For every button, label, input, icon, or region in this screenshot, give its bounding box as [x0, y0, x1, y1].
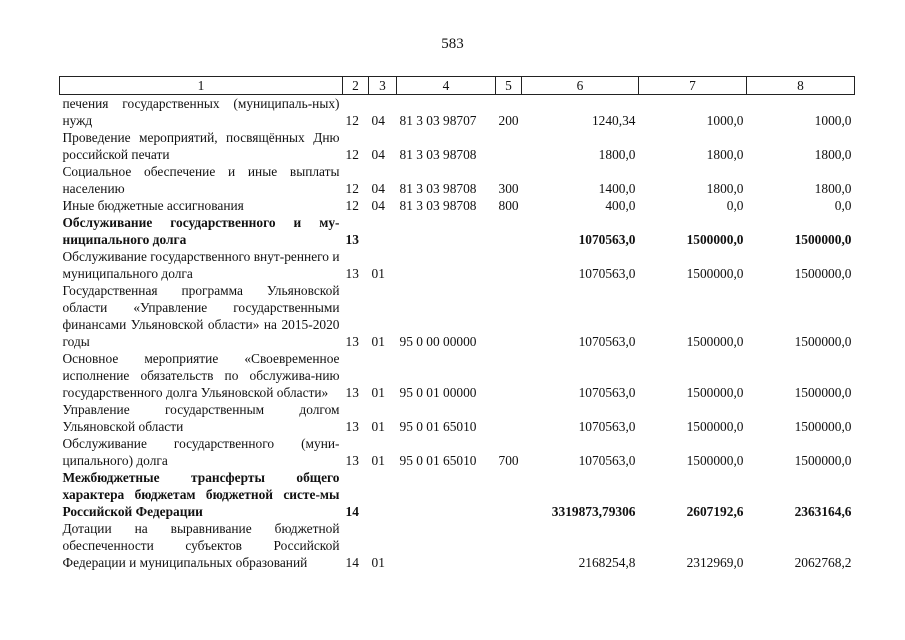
row-target-article: 95 0 01 65010	[399, 419, 477, 434]
row-expense-type: 200	[498, 113, 519, 128]
row-expense-type	[496, 520, 522, 571]
row-amount-3: 1500000,0	[794, 453, 852, 468]
row-amount-1: 1240,34	[591, 113, 636, 128]
row-expense-type	[496, 282, 522, 350]
row-name: Межбюджетные трансферты общего характера бюджетам бюджетной систе-мы Российской Федерации	[62, 470, 340, 519]
col-header-target-article: 4	[397, 77, 496, 95]
row-section: 12	[345, 147, 359, 162]
row-amount-2: 2312969,0	[686, 555, 744, 570]
row-amount-3: 2363164,6	[794, 504, 852, 519]
row-name: Обслуживание государственного и му-ниципального долга	[62, 215, 340, 247]
table-header-row	[60, 77, 855, 95]
row-amount-2: 1500000,0	[686, 334, 744, 349]
row-section: 13	[345, 266, 359, 281]
row-expense-type	[496, 248, 522, 282]
row-amount-3: 1500000,0	[794, 232, 852, 247]
row-name: Проведение мероприятий, посвящённых Дню российской печати	[62, 130, 340, 162]
row-expense-type	[496, 214, 522, 248]
row-name: Обслуживание государственного внут-реннего и муниципального долга	[62, 249, 340, 281]
row-amount-1: 1070563,0	[578, 419, 636, 434]
row-name: Иные бюджетные ассигнования	[62, 198, 244, 213]
row-subsection: 04	[371, 198, 385, 213]
table-row	[60, 129, 855, 163]
row-amount-2: 1500000,0	[686, 266, 744, 281]
col-header-section: 2	[343, 77, 369, 95]
row-amount-2: 1800,0	[706, 181, 744, 196]
row-amount-3: 1800,0	[814, 147, 852, 162]
budget-table	[59, 76, 855, 571]
row-amount-3: 1000,0	[814, 113, 852, 128]
table-body	[60, 95, 855, 572]
row-section: 12	[345, 113, 359, 128]
row-amount-3: 2062768,2	[794, 555, 852, 570]
row-section: 13	[345, 334, 359, 349]
row-section: 13	[345, 453, 359, 468]
row-name: Государственная программа Ульяновской области «Управление государственными финансами Ульяновской области» на 2015-2020 годы	[62, 283, 340, 349]
page-number: 583	[441, 36, 464, 52]
row-target-article	[397, 214, 496, 248]
row-amount-2: 0,0	[726, 198, 744, 213]
row-expense-type	[496, 129, 522, 163]
row-section: 13	[345, 419, 359, 434]
row-amount-2: 1000,0	[706, 113, 744, 128]
table-row	[60, 435, 855, 469]
row-section: 12	[345, 198, 359, 213]
row-subsection: 01	[371, 266, 385, 281]
col-header-expense-type: 5	[496, 77, 522, 95]
row-section: 14	[345, 504, 359, 519]
row-expense-type: 300	[498, 181, 519, 196]
row-subsection: 01	[371, 385, 385, 400]
row-expense-type	[496, 469, 522, 520]
row-amount-3: 1800,0	[814, 181, 852, 196]
table-row	[60, 350, 855, 401]
row-expense-type	[496, 350, 522, 401]
row-expense-type: 700	[498, 453, 519, 468]
table-row	[60, 469, 855, 520]
col-header-amount-2: 7	[639, 77, 747, 95]
row-amount-1: 1070563,0	[578, 334, 636, 349]
table-row	[60, 163, 855, 197]
table-row	[60, 520, 855, 571]
row-amount-2: 1500000,0	[686, 453, 744, 468]
row-amount-1: 1070563,0	[578, 232, 636, 247]
col-header-subsection: 3	[369, 77, 397, 95]
row-target-article: 95 0 01 65010	[399, 453, 477, 468]
row-expense-type	[496, 401, 522, 435]
row-amount-1: 1070563,0	[578, 453, 636, 468]
row-subsection: 04	[371, 147, 385, 162]
row-subsection: 01	[371, 555, 385, 570]
row-name: Основное мероприятие «Своевременное исполнение обязательств по обслужива-нию государственного долга Ульяновской области»	[62, 351, 340, 400]
row-amount-1: 400,0	[605, 198, 636, 213]
row-subsection: 04	[371, 113, 385, 128]
row-amount-1: 1070563,0	[578, 385, 636, 400]
row-amount-1: 1070563,0	[578, 266, 636, 281]
row-section: 13	[345, 385, 359, 400]
row-amount-3: 1500000,0	[794, 385, 852, 400]
row-target-article: 95 0 00 00000	[399, 334, 477, 349]
row-expense-type: 800	[498, 198, 519, 213]
row-amount-3: 1500000,0	[794, 334, 852, 349]
row-target-article: 95 0 01 00000	[399, 385, 477, 400]
table-row	[60, 197, 855, 214]
row-amount-2: 2607192,6	[686, 504, 744, 519]
row-amount-1: 3319873,79306	[551, 504, 636, 519]
row-name: Обслуживание государственного (муни-ципального) долга	[62, 436, 340, 468]
row-subsection	[369, 469, 397, 520]
row-target-article: 81 3 03 98708	[399, 181, 477, 196]
row-subsection: 01	[371, 419, 385, 434]
table-row	[60, 214, 855, 248]
row-subsection: 01	[371, 453, 385, 468]
row-section: 13	[345, 232, 359, 247]
row-target-article: 81 3 03 98708	[399, 147, 477, 162]
row-subsection: 04	[371, 181, 385, 196]
row-target-article	[397, 469, 496, 520]
row-target-article: 81 3 03 98708	[399, 198, 477, 213]
col-header-amount-1: 6	[522, 77, 639, 95]
table-row	[60, 248, 855, 282]
row-name: печения государственных (муниципаль-ных) нужд	[62, 96, 340, 128]
row-amount-1: 2168254,8	[578, 555, 636, 570]
row-subsection: 01	[371, 334, 385, 349]
row-name: Дотации на выравнивание бюджетной обеспеченности субъектов Российской Федерации и муниципальных образований	[62, 521, 340, 570]
col-header-amount-3: 8	[747, 77, 855, 95]
row-name: Социальное обеспечение и иные выплаты населению	[62, 164, 340, 196]
row-amount-1: 1800,0	[598, 147, 636, 162]
row-target-article: 81 3 03 98707	[399, 113, 477, 128]
row-amount-2: 1500000,0	[686, 385, 744, 400]
row-target-article	[397, 248, 496, 282]
row-amount-3: 1500000,0	[794, 419, 852, 434]
col-header-name: 1	[60, 77, 343, 95]
table-row	[60, 95, 855, 130]
table-row	[60, 401, 855, 435]
row-amount-2: 1500000,0	[686, 232, 744, 247]
row-name: Управление государственным долгом Ульяновской области	[62, 402, 340, 434]
row-target-article	[397, 520, 496, 571]
table-row	[60, 282, 855, 350]
row-amount-2: 1800,0	[706, 147, 744, 162]
row-amount-3: 1500000,0	[794, 266, 852, 281]
row-section: 14	[345, 555, 359, 570]
row-subsection	[369, 214, 397, 248]
row-amount-3: 0,0	[834, 198, 852, 213]
row-amount-2: 1500000,0	[686, 419, 744, 434]
row-amount-1: 1400,0	[598, 181, 636, 196]
row-section: 12	[345, 181, 359, 196]
